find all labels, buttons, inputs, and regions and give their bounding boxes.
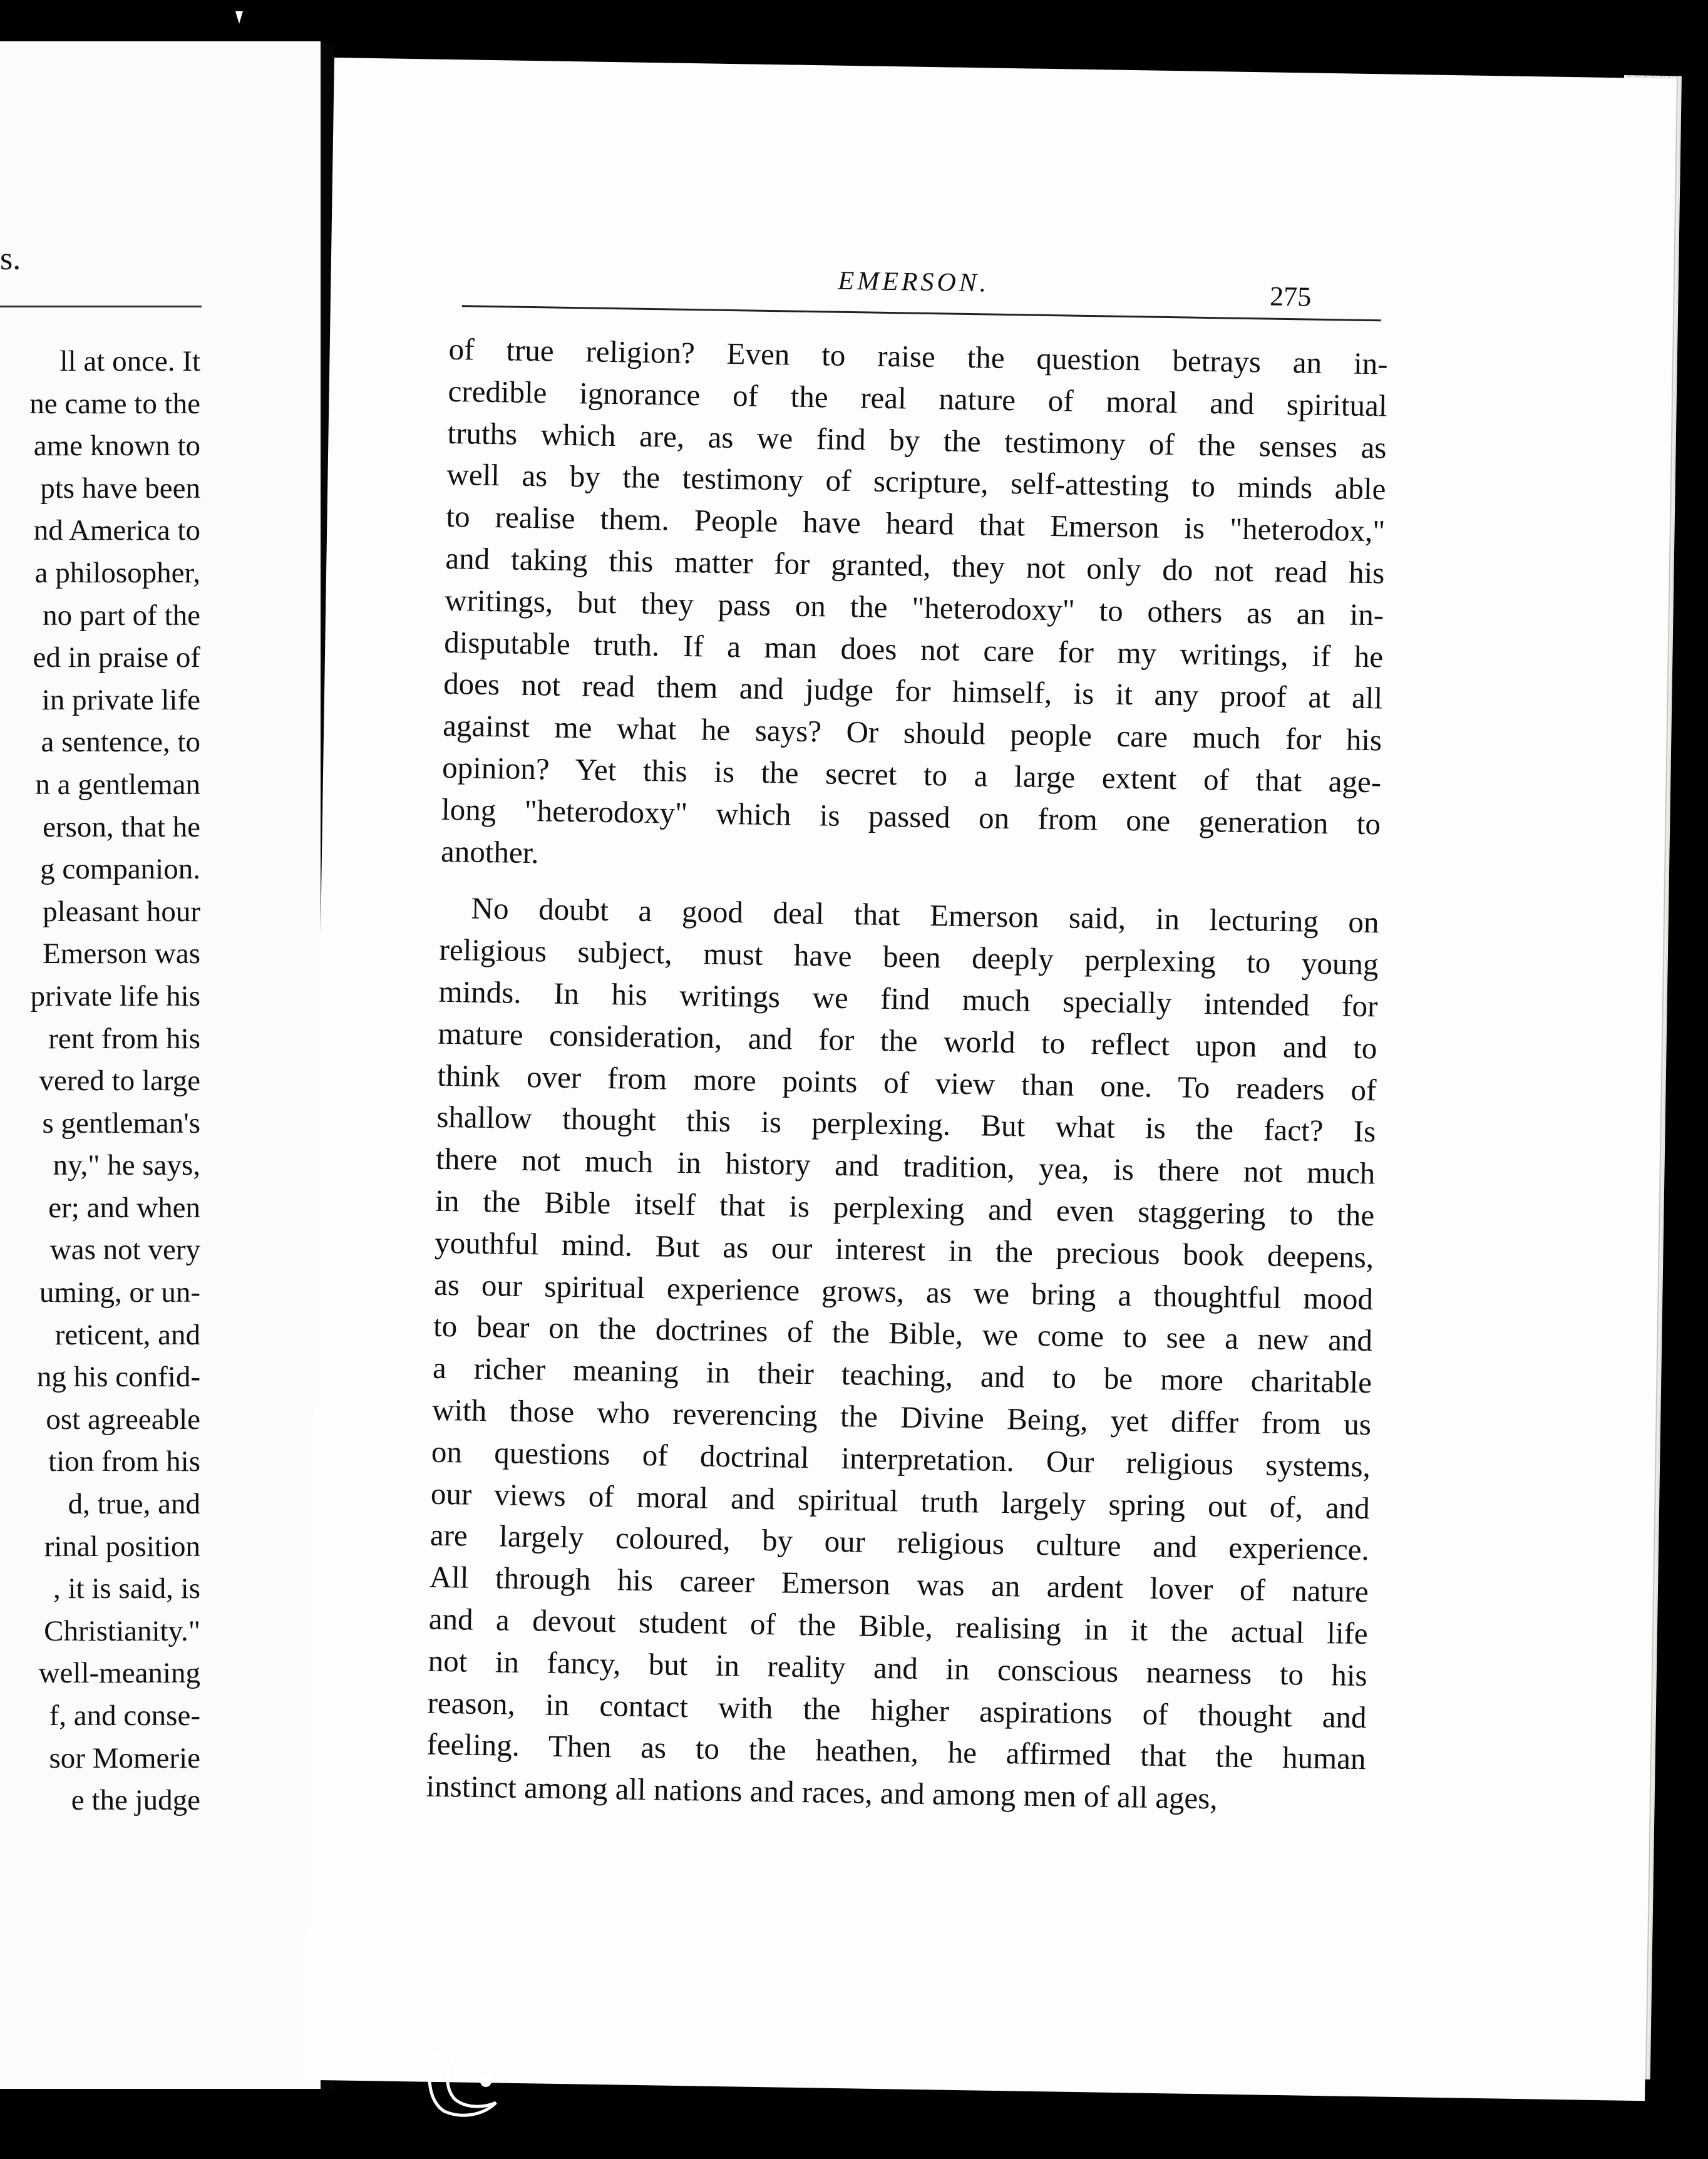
page-number: 275 [1269,281,1312,312]
paragraph-2-line: No doubt a good deal that Emerson said, in lecturing on [471,890,1379,940]
left-page-line: uming, or un- [39,1276,200,1309]
left-header-rule [0,306,202,307]
paragraph-1 [441,329,1388,887]
left-page-line: a sentence, to [41,726,200,759]
left-page-line: e the judge [71,1784,200,1817]
paragraph-1-line: and taking this matter for granted, they not only do not read his [445,540,1385,590]
paragraph-2-line: minds. In his writings we find much specially intended for [438,974,1378,1024]
paragraph-2-line: mature consideration, and for the world to reflect upon and to [438,1016,1377,1066]
left-page-line: a philosopher, [34,556,200,589]
left-page-line: erson, that he [43,810,200,843]
paragraph-1-line: another. [440,833,540,870]
left-page-line: tion from his [48,1445,200,1478]
paragraph-1-line: writings, but they pass on the "heterodoxy" to others as an in- [444,582,1384,632]
left-page-line: private life his [30,979,200,1013]
left-page-line: was not very [49,1234,200,1267]
left-page-line: f, and conse- [49,1699,200,1732]
left-page-line: ost agreeable [46,1403,200,1436]
left-running-head-fragment: s. [0,241,21,277]
paragraph-2-line: to bear on the doctrines of the Bible, we come to see a new and [433,1309,1373,1358]
left-page-line: ll at once. It [59,345,200,378]
paragraph-2-line: religious subject, must have been deeply perplexing to young [439,932,1379,982]
right-page [302,58,1676,2101]
left-page-line: in private life [41,683,200,716]
paragraph-1-line: opinion? Yet this is the secret to a large extent of that age- [441,750,1382,800]
left-page-line: ed in praise of [33,641,200,674]
paragraph-2-line: there not much in history and tradition, yea, is there not much [435,1141,1376,1191]
left-page-line: ame known to [33,430,200,463]
paragraph-1-line: long "heterodoxy" which is passed on from one generation to [441,791,1381,842]
left-page-line: Christianity." [44,1614,200,1647]
left-page-line: d, true, and [68,1488,200,1521]
paragraph-1-line: truths which are, as we find by the testimony of the senses as [447,415,1387,465]
left-page-line: n a gentleman [35,768,200,801]
left-page-line: g companion. [40,853,200,886]
left-page-line: , it is said, is [53,1572,200,1605]
left-page-line: rinal position [44,1530,200,1563]
paragraph-1-line: disputable truth. If a man does not care for my writings, if he [443,624,1384,674]
paragraph-2-line: in the Bible itself that is perplexing and even staggering to the [435,1183,1375,1233]
left-page-text [0,341,200,1822]
scan-smudge-mark [418,2033,512,2120]
left-page-line: vered to large [39,1064,200,1098]
left-page [0,41,321,2089]
paragraph-2-line: reason, in contact with the higher aspirations of thought and [427,1685,1367,1734]
left-page-line: rent from his [48,1022,200,1055]
left-page-line: nd America to [33,514,200,547]
paragraph-2-line: think over from more points of view than one. To readers of [437,1058,1377,1107]
paragraph-2-line: feeling. Then as to the heathen, he affirmed that the human [426,1726,1366,1776]
paragraph-2-line: our views of moral and spiritual truth largely spring out of, and [430,1476,1371,1525]
left-page-line: ne came to the [29,387,200,420]
paragraph-1-line: does not read them and judge for himself, is it any proof at all [443,666,1383,716]
left-page-line: ny," he says, [53,1149,200,1182]
left-page-line: Emerson was [43,937,200,971]
paragraph-1-line: credible ignorance of the real nature of moral and spiritual [448,373,1387,423]
body-text [426,329,1388,1822]
left-page-line: no part of the [43,599,200,632]
left-page-clip [0,0,321,2159]
paragraph-2-line: are largely coloured, by our religious culture and experience. [430,1518,1370,1567]
left-page-line: s gentleman's [42,1106,200,1140]
paragraph-2-line: as our spiritual experience grows, as we bring a thoughtful mood [433,1267,1374,1316]
paragraph-1-line: against me what he says? Or should people care much for his [442,708,1382,758]
paragraph-2-line: with those who reverencing the Divine Being, yet differ from us [431,1392,1372,1442]
left-page-line: er; and when [48,1191,200,1224]
paragraph-2-line: a richer meaning in their teaching, and to be more charitable [432,1350,1372,1400]
paragraph-2-line: shallow thought this is perplexing. But what is the fact? Is [436,1100,1376,1149]
paragraph-2-line: not in fancy, but in reality and in conscious nearness to his [428,1643,1368,1693]
paragraph-1-line: of true religion? Even to raise the question betrays an in- [448,331,1388,381]
paragraph-2 [426,887,1379,1822]
paragraph-1-line: well as by the testimony of scripture, self-attesting to minds able [446,457,1386,507]
paragraph-2-line: All through his career Emerson was an ardent lover of nature [429,1559,1369,1609]
left-page-line: pts have been [40,471,200,505]
left-page-line: well-meaning [38,1657,200,1690]
left-page-line: reticent, and [54,1318,200,1351]
paragraph-1-line: to realise them. People have heard that Emerson is "heterodox," [446,499,1386,549]
paragraph-2-line: instinct among all nations and races, and among men of all ages, [426,1768,1218,1816]
paragraph-2-line: and a devout student of the Bible, realising in it the actual life [428,1601,1369,1651]
left-page-line: ng his confid- [36,1361,200,1394]
paragraph-2-line: youthful mind. But as our interest in the precious book deepens, [434,1225,1374,1275]
left-page-line: sor Momerie [49,1741,200,1775]
paragraph-2-line: on questions of doctrinal interpretation. Our religious systems, [431,1434,1371,1483]
left-page-line: pleasant hour [43,895,200,928]
header-rule [462,305,1381,321]
running-head: EMERSON. [838,266,990,298]
